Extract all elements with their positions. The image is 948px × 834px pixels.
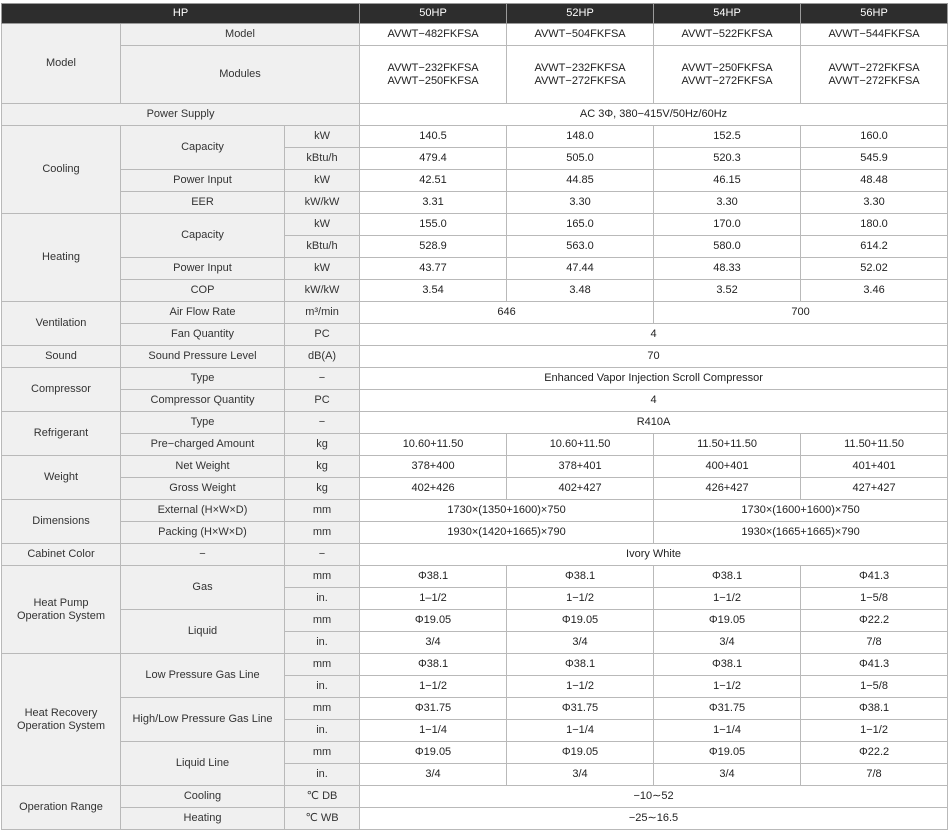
group-line: Operation System [16,719,106,732]
row-hp-liquid-mm [2,610,948,632]
row-hr-liq-mm [2,742,948,764]
sound-label: Sound Pressure Level [121,346,285,368]
spec-table [1,3,948,830]
group-line: Heat Pump [33,596,89,609]
cell: 1−1/2 [801,720,948,742]
unit: kW [285,214,360,236]
unit: mm [285,654,360,676]
cell: 48.33 [654,258,801,280]
cabinet-label: − [121,544,285,566]
row-sound [2,346,948,368]
cell: 402+426 [360,478,507,500]
unit: kW/kW [285,280,360,302]
group-compressor: Compressor [2,368,121,412]
module-line: AVWT−272FKFSA [828,61,920,74]
cell: 700 [654,302,948,324]
heating-power-label: Power Input [121,258,285,280]
cell: 3.30 [801,192,948,214]
cell: 52.02 [801,258,948,280]
cell: 152.5 [654,126,801,148]
row-cooling-power [2,170,948,192]
cell: Φ19.05 [654,742,801,764]
cell-modules [360,46,507,104]
cooling-capacity-label: Capacity [121,126,285,170]
cell: 3/4 [507,764,654,786]
row-model [2,24,948,46]
precharged-label: Pre−charged Amount [121,434,285,456]
unit: − [285,368,360,390]
cell: 505.0 [507,148,654,170]
cell: 401+401 [801,456,948,478]
cell: 378+401 [507,456,654,478]
module-line: AVWT−272FKFSA [681,74,773,87]
header-56hp: 56HP [801,4,948,24]
group-weight: Weight [2,456,121,500]
cell: 1730×(1600+1600)×750 [654,500,948,522]
cell: 3.31 [360,192,507,214]
unit: m³/min [285,302,360,324]
cell: Φ38.1 [801,698,948,720]
cell: R410A [360,412,948,434]
cell: 180.0 [801,214,948,236]
unit: mm [285,566,360,588]
row-heating-power [2,258,948,280]
power-supply-label: Power Supply [2,104,360,126]
row-precharged [2,434,948,456]
cell: Φ31.75 [360,698,507,720]
unit: mm [285,522,360,544]
unit: PC [285,390,360,412]
cell: 3/4 [654,764,801,786]
cell: 3.30 [507,192,654,214]
cell: 3/4 [654,632,801,654]
cell-modules [507,46,654,104]
group-cabinet-color: Cabinet Color [2,544,121,566]
range-heating-label: Heating [121,808,285,830]
cell: 10.60+11.50 [507,434,654,456]
cell: −25∼16.5 [360,808,948,830]
row-fan-qty [2,324,948,346]
cell: 43.77 [360,258,507,280]
module-line: AVWT−272FKFSA [534,74,626,87]
group-model: Model [2,24,121,104]
cell: 165.0 [507,214,654,236]
unit: mm [285,500,360,522]
cell: 520.3 [654,148,801,170]
heating-capacity-label: Capacity [121,214,285,258]
unit: kg [285,478,360,500]
row-heating-kw [2,214,948,236]
module-line: AVWT−272FKFSA [828,74,920,87]
row-cooling-eer [2,192,948,214]
hp-gas-label: Gas [121,566,285,610]
row-modules [2,46,948,104]
cell: 170.0 [654,214,801,236]
row-cabinet-color [2,544,948,566]
group-dimensions: Dimensions [2,500,121,544]
cell: 479.4 [360,148,507,170]
cell: Φ19.05 [507,610,654,632]
cell: 3.30 [654,192,801,214]
cell: 3/4 [360,632,507,654]
row-range-heating [2,808,948,830]
cell: 48.48 [801,170,948,192]
unit: in. [285,764,360,786]
cell: 528.9 [360,236,507,258]
cell: 1−5/8 [801,588,948,610]
row-hr-hl-mm [2,698,948,720]
module-line: AVWT−250FKFSA [681,61,773,74]
row-refrigerant-type [2,412,948,434]
unit: kBtu/h [285,236,360,258]
cell: 1930×(1420+1665)×790 [360,522,654,544]
cell: 1−1/2 [507,588,654,610]
unit: kW/kW [285,192,360,214]
compressor-qty-label: Compressor Quantity [121,390,285,412]
cell: Φ31.75 [654,698,801,720]
unit: − [285,544,360,566]
cell: Ivory White [360,544,948,566]
group-heat-recovery [2,654,121,786]
row-cooling-kw [2,126,948,148]
hr-hl-label: High/Low Pressure Gas Line [121,698,285,742]
cell: 400+401 [654,456,801,478]
unit: ℃ DB [285,786,360,808]
unit: mm [285,610,360,632]
cell: Φ41.3 [801,654,948,676]
cop-label: COP [121,280,285,302]
fan-qty-label: Fan Quantity [121,324,285,346]
unit: mm [285,698,360,720]
hr-liquid-label: Liquid Line [121,742,285,786]
header-row [2,4,948,24]
cell: 1930×(1665+1665)×790 [654,522,948,544]
row-range-cooling [2,786,948,808]
cell: 70 [360,346,948,368]
cell: 46.15 [654,170,801,192]
cell: 1−1/2 [654,588,801,610]
cell: 1−1/4 [654,720,801,742]
eer-label: EER [121,192,285,214]
cell: Φ22.2 [801,742,948,764]
cell: 563.0 [507,236,654,258]
cell: Φ41.3 [801,566,948,588]
row-heating-cop [2,280,948,302]
group-refrigerant: Refrigerant [2,412,121,456]
cell: Φ31.75 [507,698,654,720]
cell: 140.5 [360,126,507,148]
row-compressor-type [2,368,948,390]
external-label: External (H×W×D) [121,500,285,522]
group-heat-pump [2,566,121,654]
header-hp: HP [2,4,360,24]
cell: 4 [360,390,948,412]
cell: 7/8 [801,764,948,786]
cell: Φ19.05 [654,610,801,632]
group-line: Operation System [16,609,106,622]
unit: in. [285,720,360,742]
gross-weight-label: Gross Weight [121,478,285,500]
unit: kBtu/h [285,148,360,170]
row-air-flow [2,302,948,324]
cell: −10∼52 [360,786,948,808]
range-cooling-label: Cooling [121,786,285,808]
cell: 10.60+11.50 [360,434,507,456]
header-52hp: 52HP [507,4,654,24]
cell: 44.85 [507,170,654,192]
cell: Φ38.1 [360,654,507,676]
cell: 402+427 [507,478,654,500]
cell: 3.48 [507,280,654,302]
cell: 3/4 [507,632,654,654]
cell: 155.0 [360,214,507,236]
cell: 3/4 [360,764,507,786]
cell: 1730×(1350+1600)×750 [360,500,654,522]
cell: Φ22.2 [801,610,948,632]
row-compressor-qty [2,390,948,412]
cell: 1−1/2 [507,676,654,698]
unit: dB(A) [285,346,360,368]
group-sound: Sound [2,346,121,368]
modules-label: Modules [121,46,360,104]
row-packing [2,522,948,544]
cell: 427+427 [801,478,948,500]
cooling-power-label: Power Input [121,170,285,192]
cell: Φ38.1 [507,566,654,588]
cell: Φ38.1 [360,566,507,588]
refrigerant-type-label: Type [121,412,285,434]
cell: 42.51 [360,170,507,192]
cell: 545.9 [801,148,948,170]
cell: 11.50+11.50 [654,434,801,456]
unit: kg [285,434,360,456]
power-supply-value: AC 3Φ, 380−415V/50Hz/60Hz [360,104,948,126]
cell: AVWT−522FKFSA [654,24,801,46]
cell: 1−1/4 [507,720,654,742]
cell: Φ19.05 [360,742,507,764]
unit: ℃ WB [285,808,360,830]
cell: Φ38.1 [507,654,654,676]
cell: AVWT−482FKFSA [360,24,507,46]
compressor-type-label: Type [121,368,285,390]
unit: in. [285,588,360,610]
row-hp-gas-mm [2,566,948,588]
net-weight-label: Net Weight [121,456,285,478]
cell: 426+427 [654,478,801,500]
header-50hp: 50HP [360,4,507,24]
cell: Φ38.1 [654,654,801,676]
packing-label: Packing (H×W×D) [121,522,285,544]
module-line: AVWT−250FKFSA [387,74,479,87]
group-line: Heat Recovery [24,706,98,719]
unit: mm [285,742,360,764]
group-cooling: Cooling [2,126,121,214]
module-line: AVWT−232FKFSA [387,61,479,74]
cell-modules [654,46,801,104]
row-gross-weight [2,478,948,500]
unit: in. [285,632,360,654]
air-flow-label: Air Flow Rate [121,302,285,324]
cell: 7/8 [801,632,948,654]
cell: 3.46 [801,280,948,302]
cell: 1−1/2 [360,676,507,698]
unit: kW [285,170,360,192]
group-ventilation: Ventilation [2,302,121,346]
model-label: Model [121,24,360,46]
module-line: AVWT−232FKFSA [534,61,626,74]
row-power-supply [2,104,948,126]
hp-liquid-label: Liquid [121,610,285,654]
unit: in. [285,676,360,698]
cell: 1–1/2 [360,588,507,610]
cell: 580.0 [654,236,801,258]
group-heating: Heating [2,214,121,302]
unit: kW [285,258,360,280]
row-external [2,500,948,522]
cell: 1−1/4 [360,720,507,742]
cell: 1−5/8 [801,676,948,698]
cell: 148.0 [507,126,654,148]
row-hr-lp-mm [2,654,948,676]
cell: 646 [360,302,654,324]
hr-lp-label: Low Pressure Gas Line [121,654,285,698]
cell: 614.2 [801,236,948,258]
cell: 378+400 [360,456,507,478]
cell: 3.52 [654,280,801,302]
cell: Φ19.05 [360,610,507,632]
cell: 11.50+11.50 [801,434,948,456]
unit: kW [285,126,360,148]
cell: AVWT−544FKFSA [801,24,948,46]
cell: 160.0 [801,126,948,148]
cell: 4 [360,324,948,346]
cell: 1−1/2 [654,676,801,698]
group-operation-range: Operation Range [2,786,121,830]
cell: AVWT−504FKFSA [507,24,654,46]
unit: PC [285,324,360,346]
cell: 3.54 [360,280,507,302]
cell: Enhanced Vapor Injection Scroll Compressor [360,368,948,390]
cell: Φ38.1 [654,566,801,588]
cell: Φ19.05 [507,742,654,764]
unit: − [285,412,360,434]
cell-modules [801,46,948,104]
unit: kg [285,456,360,478]
row-net-weight [2,456,948,478]
cell: 47.44 [507,258,654,280]
header-54hp: 54HP [654,4,801,24]
